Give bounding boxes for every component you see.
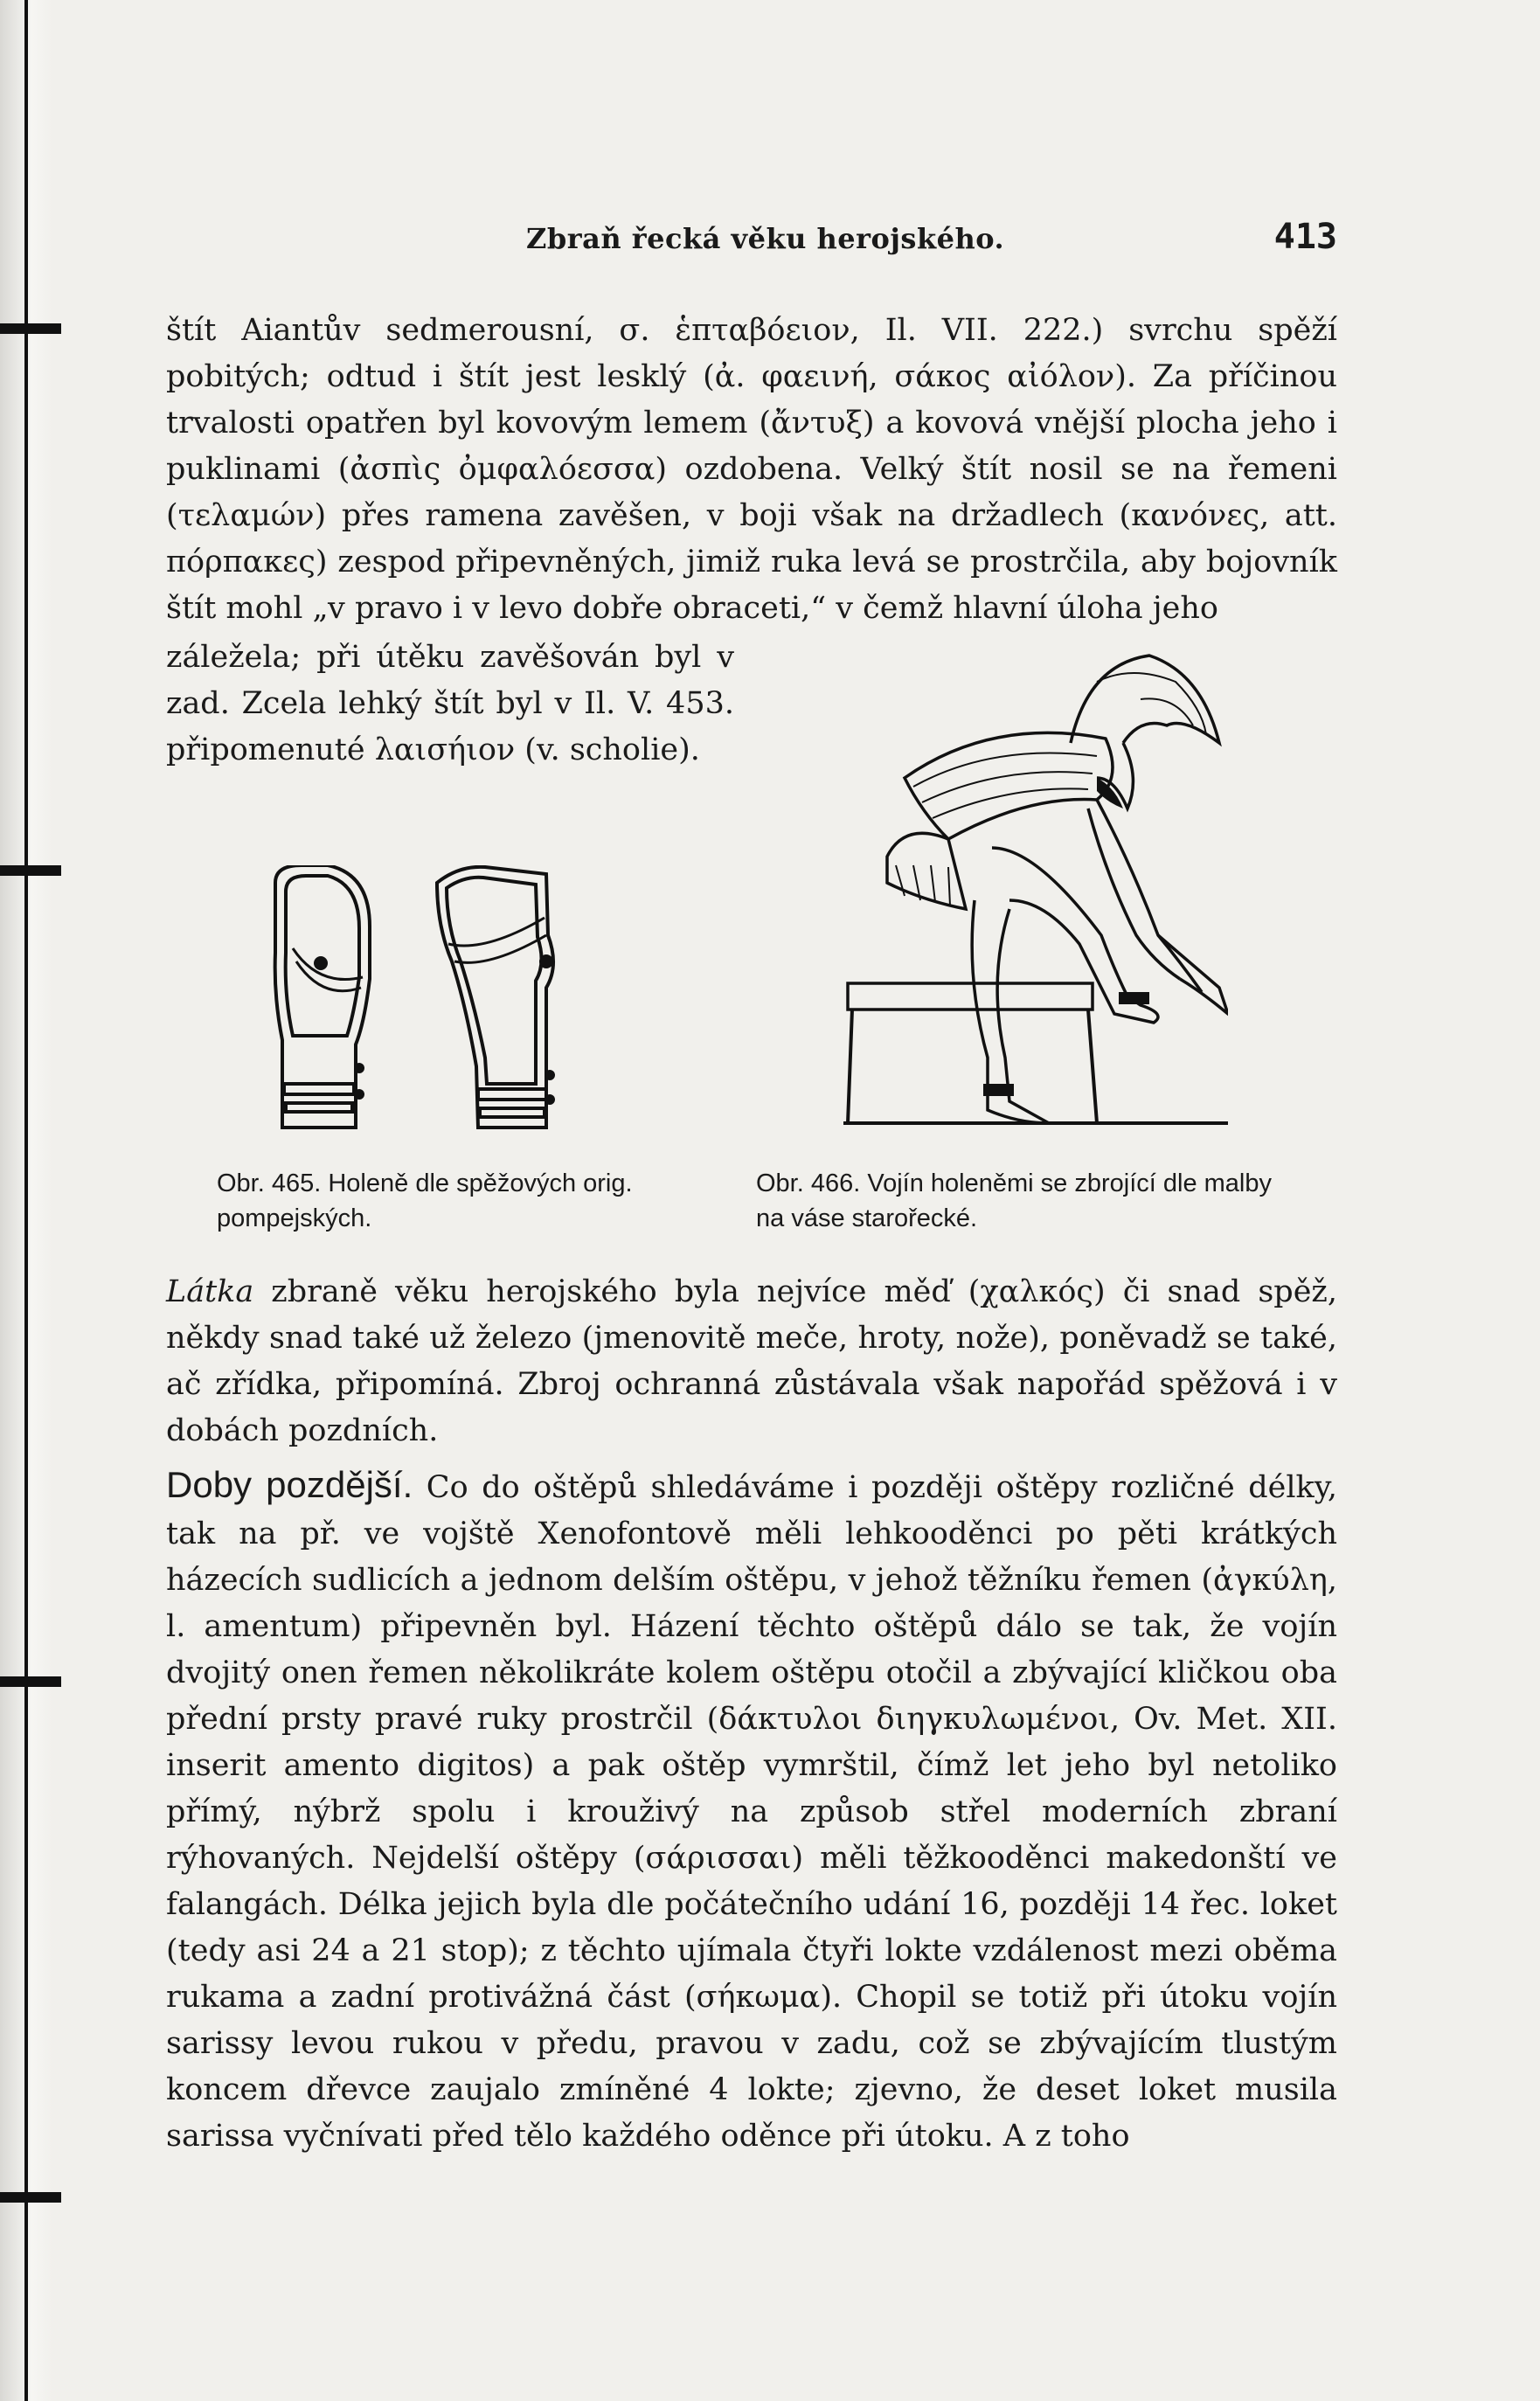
page-header <box>166 217 1337 260</box>
binding-mark <box>0 323 61 334</box>
paragraph-material <box>166 1269 1337 1454</box>
page-number: 413 <box>1273 217 1337 257</box>
paragraph-shield: štít Aiantův sedmerousní, σ. ἑπταβόειον, Il. VII. 222.) svrchu spěží pobitých; odtud i štít jest lesklý (ἀ. φαεινή, σάκος αἰόλον). Za příčinou trvalosti opatřen byl kovovým lemem (ἄντυξ) a kovová vnější plocha jeho i puklinami (ἀσπὶς ὀμφαλόεσσα) ozdobena. Velký štít nosil se na řemeni (τελαμών) přes ramena zavěšen, v boji však na držadlech (κανόνες, att. πόρπακες) zespod připevněných, jimiž ruka levá se prostrčila, aby bojovník štít mohl „v pravo i v levo dobře obraceti,“ v čemž hlavní úloha jeho <box>166 313 1337 626</box>
paragraph-later-periods <box>166 1461 1337 2160</box>
lead-word-latka: Látka <box>166 1274 254 1309</box>
running-title: Zbraň řecká věku herojského. <box>526 222 1005 255</box>
binding-mark <box>0 2192 61 2203</box>
binding-mark <box>0 1676 61 1687</box>
binding-line <box>24 0 28 2401</box>
later-periods-text: Co do oštěpů shledáváme i později oštěpy rozličné délky, tak na př. ve vojště Xenofontově měli lehkooděnci po pěti krátkých házecích sudlicích a jednom delším oštěpu, v jehož těžníku řemen (ἀγκύλη, l. amentum) připevněn byl. Házení těchto oštěpů dálo se tak, že vojín dvojitý onen řemen několikráte kolem oštěpu otočil a zbývající kličkou oba přední prsty pravé ruky prostrčil (δάκτυλοι διηγκυλωμένοι, Ov. Met. XII. inserit amento digitos) a pak oštěp vymrštil, čímž let jeho byl netoliko přímý, nýbrž spolu i krouživý na způsob střel moderních zbraní rýhovaných. Nejdelší oštěpy (σάρισσαι) měli těžkooděnci makedonští ve falangách. Délka jejich byla dle počátečního udání 16, později 14 řec. loket (tedy asi 24 a 21 stop); z těchto ujímala čtyři lokte vzdálenost mezi oběma rukama a zadní protivážná část (σήκωμα). Chopil se totiž při útoku vojín sarissy levou rukou v předu, pravou v zadu, což se zbývajícím tlustým koncem dřevce zaujalo zmíněné 4 lokte; zjevno, že deset loket musila sarissa vyčnívati před tělo každého oděnce při útoku. A z toho <box>166 1470 1337 2154</box>
figure-465-caption: Obr. 465. Holeně dle spěžových orig. pompejských. <box>217 1169 633 1232</box>
warrior-vase-illustration <box>835 647 1228 1145</box>
material-text: zbraně věku herojského byla nejvíce měď (χαλκός) či snad spěž, někdy snad také už železo (jmenovitě meče, hroty, nože), poněvadž se také, ač zřídka, připomíná. Zbroj ochranná zůstávala však napořád spěžová i v dobách pozdních. <box>166 1274 1337 1448</box>
paragraph-shield-continued: záležela; při útěku zavěšován byl v zad. Zcela lehký štít byl v Il. V. 453. připomenuté λαισήιον (v. scholie). <box>166 640 734 767</box>
binding-mark <box>0 865 61 876</box>
section-heading-doby: Doby pozdější. <box>166 1464 413 1505</box>
greaves-illustration <box>258 865 599 1154</box>
figure-466-caption: Obr. 466. Vojín holeněmi se zbrojící dle malby na váse starořecké. <box>756 1169 1272 1232</box>
